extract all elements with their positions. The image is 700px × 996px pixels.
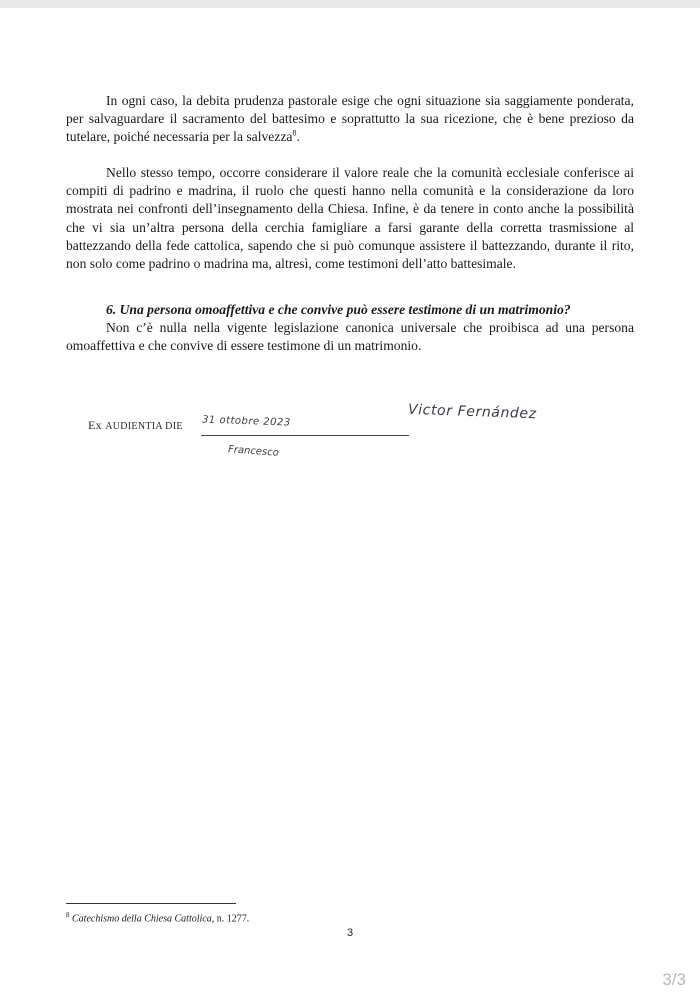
document-page xyxy=(0,8,700,996)
footnote-title: Catechismo della Chiesa Cattolica xyxy=(72,913,212,925)
paragraph-1-text: In ogni caso, la debita prudenza pastorale esige che ogni situazione sia saggiamente ponderata, per salvaguardare il sacramento del battesimo e soprattutto la sua ricezione, che è bene prezioso da tutelare, poiché necessaria per la salvezza xyxy=(66,93,634,145)
page-count-indicator: 3/3 xyxy=(662,970,686,989)
ex-audientia-label xyxy=(88,418,183,433)
paragraph-3: Non c’è nulla nella vigente legislazione canonica universale che proibisca ad una persona omoaffettiva e che convive di essere testimone di un matrimonio. xyxy=(66,320,634,354)
question-heading: 6. Una persona omoaffettiva e che convive può essere testimone di un matrimonio? xyxy=(106,302,571,317)
footnote xyxy=(66,909,634,925)
handwritten-pope-signature: Francesco xyxy=(227,444,280,459)
viewer-top-bar xyxy=(0,0,700,8)
handwritten-date: 31 ottobre 2023 xyxy=(201,414,291,429)
footnote-number: 8 xyxy=(66,911,70,919)
footnote-ref: 8 xyxy=(292,128,297,138)
handwritten-prefect-signature: Victor Fernández xyxy=(407,401,537,423)
label-ex: Ex xyxy=(88,418,106,432)
page-number: 3 xyxy=(346,927,354,939)
footnote-divider xyxy=(66,903,236,904)
paragraph-2: Nello stesso tempo, occorre considerare il valore reale che la comunità ecclesiale conferisce ai compiti di padrino e madrina, il ruolo che questi hanno nella comunità e la considerazione da loro mostrata nei confronti dell’insegnamento della Chiesa. Infine, è da tenere in conto anche la possibilità che vi sia un’altra persona della cerchia famigliare a farsi garante della corretta trasmissione al battezzando della fede cattolica, sapendo che si può comunque assistere il battezzando, durante il rito, non solo come padrino o madrina ma, altresì, come testimoni dell’atto battesimale. xyxy=(66,165,634,272)
label-die: DIE xyxy=(162,421,183,432)
signature-date-line xyxy=(201,435,409,436)
paragraph-1-end: . xyxy=(296,129,300,145)
paragraph-1 xyxy=(66,92,634,147)
footnote-rest: , n. 1277. xyxy=(211,913,250,925)
label-audientia: AUDIENTIA xyxy=(105,421,163,432)
